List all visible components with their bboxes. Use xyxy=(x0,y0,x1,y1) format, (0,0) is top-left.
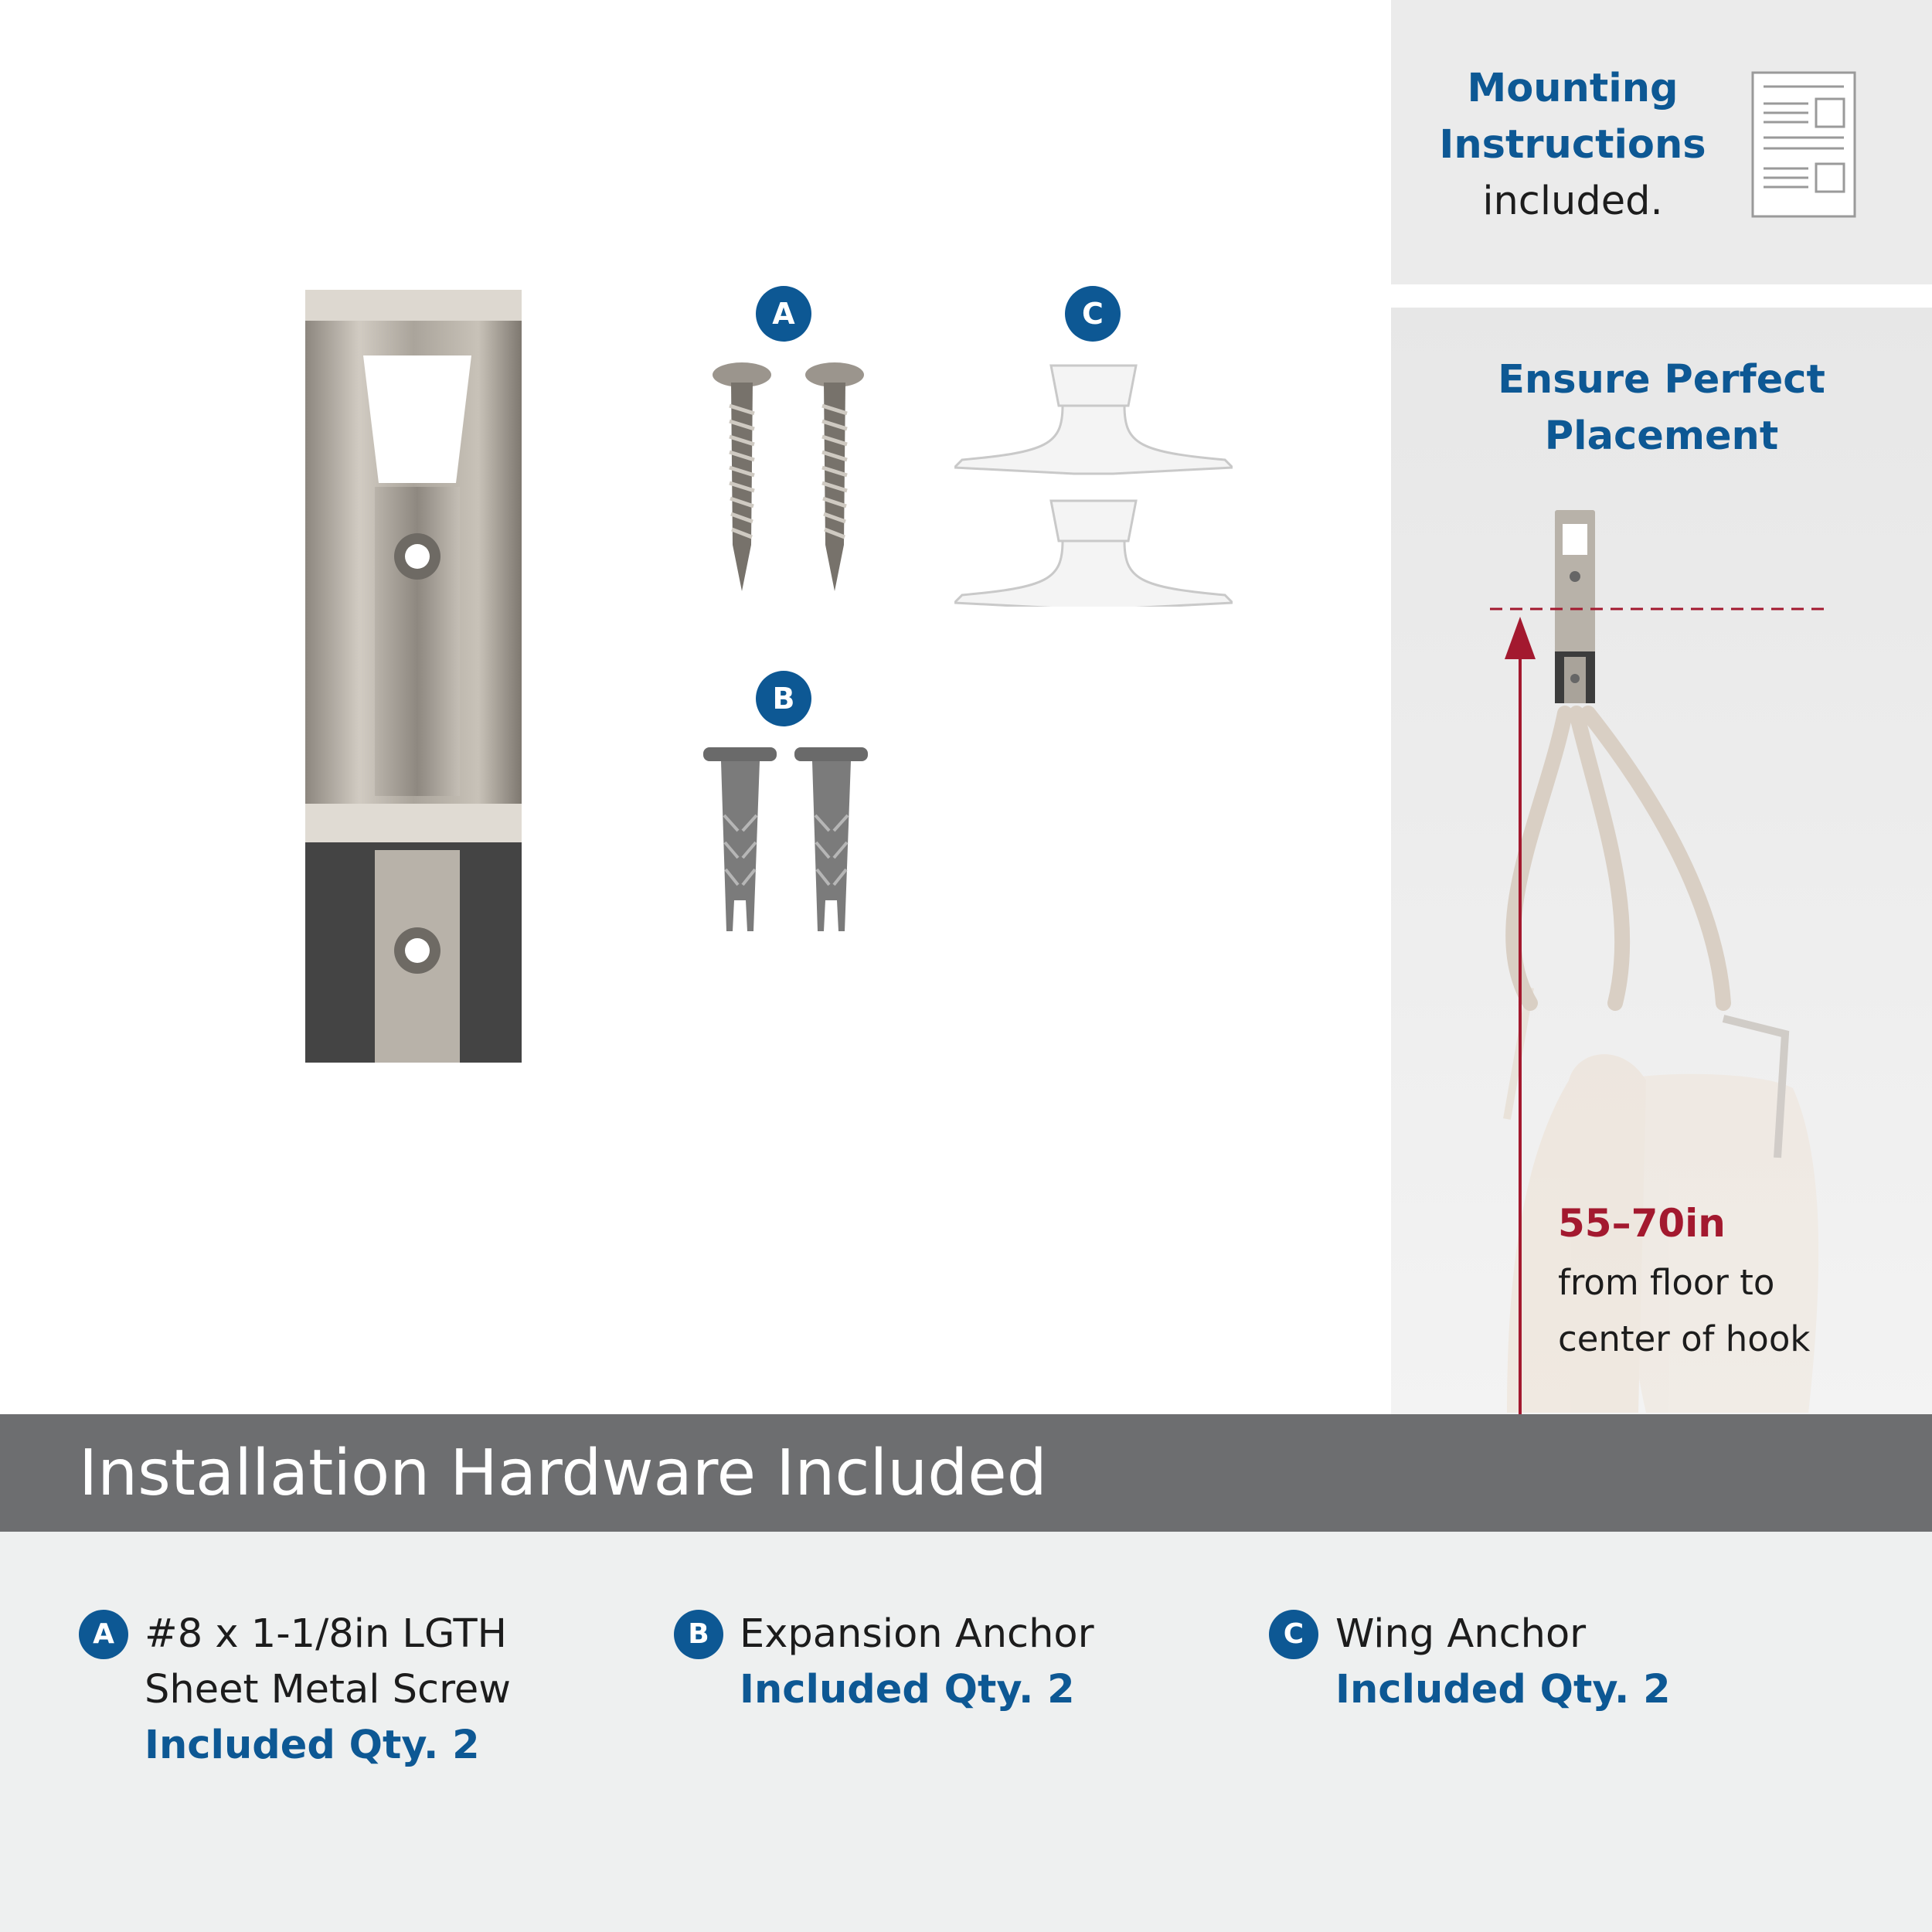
item-c-qty: Included Qty. 2 xyxy=(1335,1667,1671,1713)
item-a-line1: #8 x 1-1/8in LGTH xyxy=(145,1611,508,1657)
item-b-qty: Included Qty. 2 xyxy=(740,1667,1075,1713)
wing-anchor-icon xyxy=(954,359,1233,607)
mounting-instructions-text xyxy=(1391,60,1754,230)
screw-icon xyxy=(703,359,873,599)
item-a-qty: Included Qty. 2 xyxy=(145,1723,480,1768)
mounting-title-line1: Mounting xyxy=(1467,66,1679,111)
expansion-anchor-icon xyxy=(699,746,869,931)
mounting-title-line2: Instructions xyxy=(1439,122,1706,168)
item-c-text xyxy=(1335,1607,1671,1718)
banner-title: Installation Hardware Included xyxy=(79,1437,1047,1510)
placement-title xyxy=(1391,352,1932,464)
placement-title-line2: Placement xyxy=(1544,413,1779,459)
mounting-included-text: included. xyxy=(1482,179,1663,224)
item-c-badge: C xyxy=(1269,1610,1318,1659)
badge-c-hardware: C xyxy=(1065,286,1121,342)
badge-a-hardware: A xyxy=(756,286,811,342)
hook-product-image xyxy=(294,278,541,1066)
height-description-line1: from floor to xyxy=(1558,1262,1775,1303)
item-a-line2: Sheet Metal Screw xyxy=(145,1667,512,1713)
height-value: 55–70in xyxy=(1558,1201,1726,1246)
height-description-line2: center of hook xyxy=(1558,1318,1811,1359)
placement-title-line1: Ensure Perfect xyxy=(1498,357,1825,403)
item-c-line1: Wing Anchor xyxy=(1335,1611,1587,1657)
item-b-text xyxy=(740,1607,1094,1718)
badge-b-hardware: B xyxy=(756,671,811,726)
item-b-badge: B xyxy=(674,1610,723,1659)
item-a-badge: A xyxy=(79,1610,128,1659)
item-b-line1: Expansion Anchor xyxy=(740,1611,1094,1657)
document-icon xyxy=(1751,71,1856,218)
item-a-text xyxy=(145,1607,511,1774)
hook-icon xyxy=(1555,510,1595,703)
